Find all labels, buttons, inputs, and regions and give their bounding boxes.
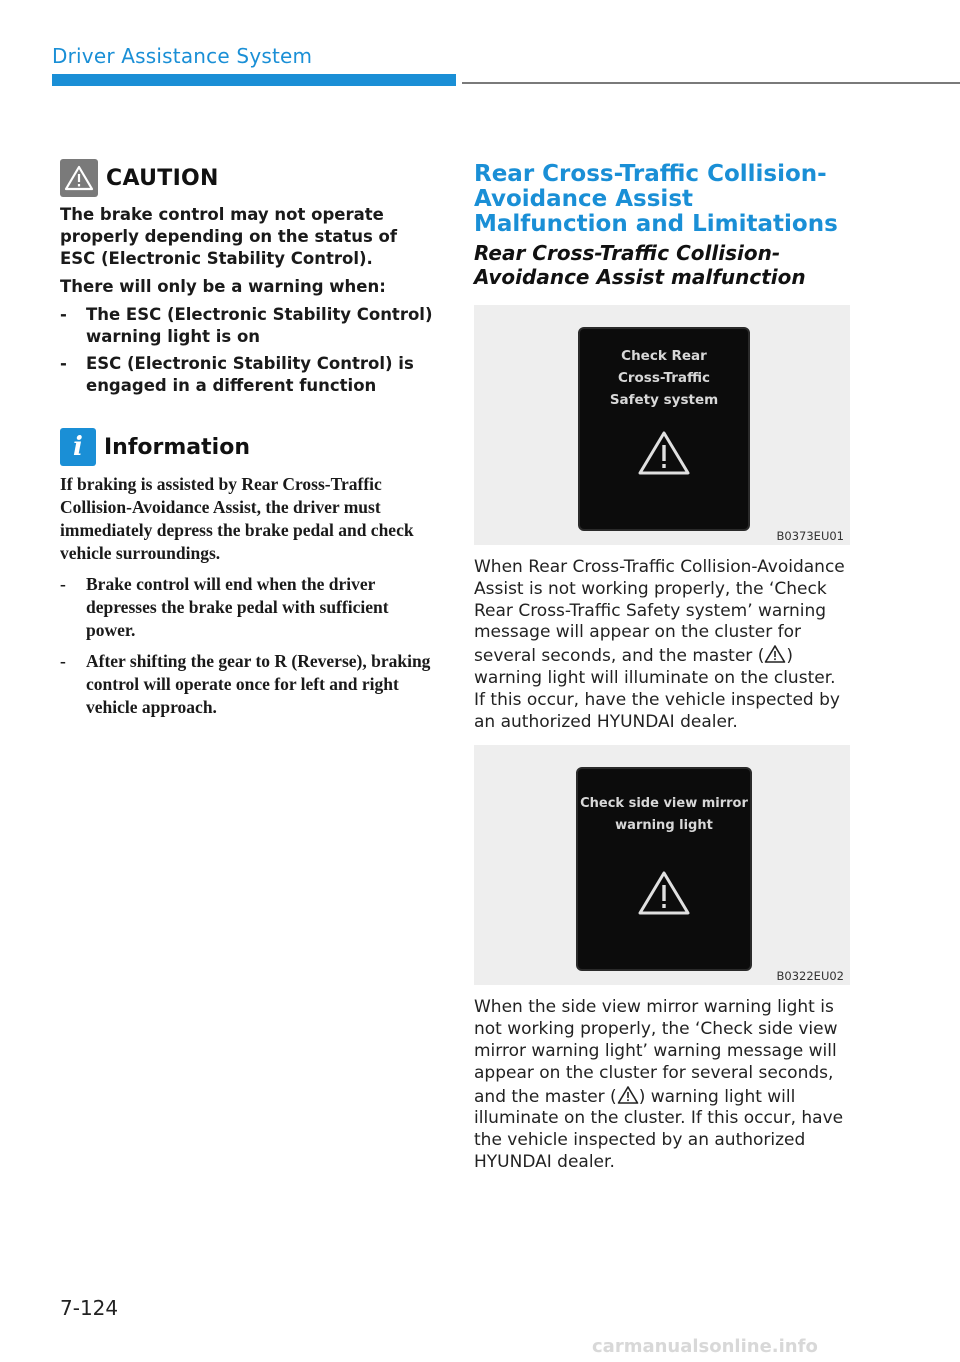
header-accent-bar [52,74,456,86]
warning-triangle-icon [60,159,98,197]
info-i-icon: i [60,428,96,466]
caution-title: CAUTION [106,165,219,191]
paragraph-side-mirror: When the side view mirror warning light is not working properly, the ‘Check side view mirror warning light’ warning message will appear on the cluster for several seconds, and the master ( ) warning light will illuminate on the cluster. If this occur, have the vehicle inspected by an authorized HYUNDAI dealer. [474,997,844,1172]
figure-cluster-message-1 [474,305,850,545]
caution-header [60,158,438,198]
list-item: - The ESC (Electronic Stability Control) warning light is on [60,305,433,346]
warning-triangle-icon [636,869,692,919]
left-column [60,158,438,727]
subsection-title: Rear Cross-Traffic Collision-Avoidance Assist malfunction [474,241,806,289]
information-body [60,473,438,719]
section-title: Rear Cross-Traffic Collision-Avoidance Assist Malfunction and Limitations [474,161,838,237]
warning-triangle-icon [764,644,786,664]
header-rule [462,82,960,84]
figure-code: B0373EU01 [776,529,844,543]
information-bullet-list [60,573,438,719]
information-intro: If braking is assisted by Rear Cross-Traffic Collision-Avoidance Assist, the driver must immediately depress the brake pedal and check vehicle surroundings. [60,474,414,563]
paragraph-malfunction: When Rear Cross-Traffic Collision-Avoidance Assist is not working properly, the ‘Check Rear Cross-Traffic Safety system’ warning message will appear on the cluster for several seconds, and the master ( ) warning light will illuminate on the cluster. If this occur, have the vehicle inspected by an authorized HYUNDAI dealer. [474,557,845,732]
caution-line: There will only be a warning when: [60,277,386,296]
cluster-display [576,767,752,971]
figure-cluster-message-2 [474,745,850,985]
cluster-message: Check Rear Cross-Traffic Safety system [609,348,719,408]
caution-body [60,204,438,397]
information-title: Information [104,434,250,460]
caution-line: The brake control may not operate properly depending on the status of ESC (Electronic Stability Control). [60,205,398,268]
caution-bullet-list [60,304,438,397]
list-item: - ESC (Electronic Stability Control) is engaged in a different function [60,354,414,395]
right-column [474,162,850,1186]
warning-triangle-icon [617,1085,639,1105]
cluster-message: Check side view mirror warning light [580,796,748,834]
list-item: - After shifting the gear to R (Reverse), braking control will operate once for left and right vehicle approach. [60,651,431,717]
header-section-title: Driver Assistance System [52,44,313,68]
page-number: 7-124 [60,1296,119,1320]
list-item: - Brake control will end when the driver depresses the brake pedal with sufficient power. [60,574,389,640]
information-header [60,427,438,467]
warning-triangle-icon [636,429,692,479]
cluster-display [578,327,750,531]
watermark: carmanualsonline.info [592,1336,818,1357]
figure-code: B0322EU02 [776,969,844,984]
